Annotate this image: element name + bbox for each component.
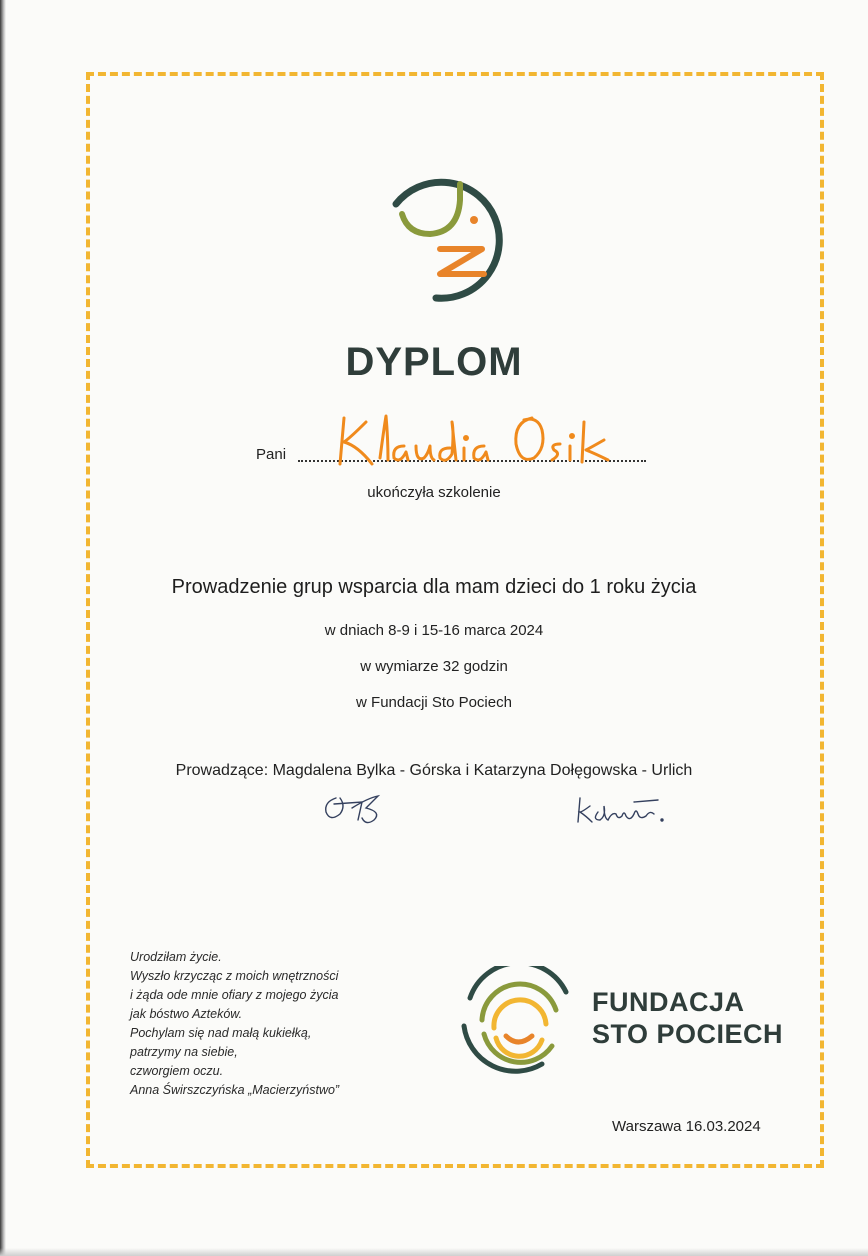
poem-block [130,948,430,1100]
organization-name-line1: FUNDACJA [592,987,745,1017]
organization-name-line2: STO POCIECH [592,1019,784,1049]
completed-text: ukończyła szkolenie [367,484,501,501]
recipient-name-handwritten [338,408,618,468]
poem-line: patrzymy na siebie, [130,1045,238,1059]
place-date: Warszawa 16.03.2024 [612,1118,761,1135]
organization-name [592,986,783,1050]
fundacja-emblem-icon [378,154,518,304]
diploma-title: DYPLOM [345,340,523,384]
fundacja-rings-icon [458,966,576,1074]
poem-line: Urodziłam życie. [130,950,222,964]
course-hours: w wymiarze 32 godzin [360,658,508,675]
course-dates: w dniach 8-9 i 15-16 marca 2024 [324,622,544,639]
page-bottom-edge-shadow [0,1248,868,1256]
poem-attribution: Anna Świrszczyńska „Macierzyństwo” [130,1083,340,1097]
signature-1 [322,790,392,826]
signature-2 [574,792,670,826]
poem-line: i żąda ode mnie ofiary z mojego życia [130,988,339,1002]
recipient-label: Pani [256,446,287,463]
course-venue: w Fundacji Sto Pociech [356,694,512,711]
trainers-line: Prowadzące: Magdalena Bylka - Górska i Katarzyna Dołęgowska - Urlich [175,762,693,779]
poem-line: czworgiem oczu. [130,1064,224,1078]
course-title: Prowadzenie grup wsparcia dla mam dzieci do 1 roku życia [171,576,697,598]
poem-line: Pochylam się nad małą kukiełką, [130,1026,312,1040]
poem-line: jak bóstwo Azteków. [130,1007,243,1021]
poem-line: Wyszło krzycząc z moich wnętrzności [130,969,339,983]
